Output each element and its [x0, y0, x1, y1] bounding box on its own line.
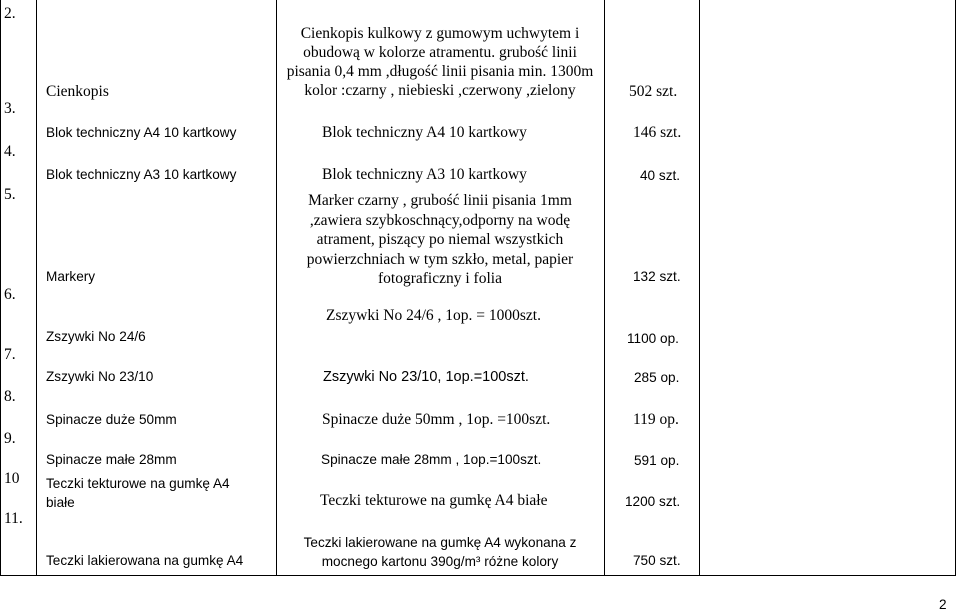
- item-description: Spinacze małe 28mm , 1op.=100szt.: [321, 452, 542, 467]
- page-number: 2: [939, 597, 947, 612]
- item-quantity: 591 op.: [634, 453, 680, 468]
- item-name: Zszywki No 23/10: [46, 369, 154, 384]
- item-quantity: 285 op.: [634, 370, 680, 385]
- item-name: Zszywki No 24/6: [46, 329, 146, 344]
- item-description: Zszywki No 24/6 , 1op. = 1000szt.: [326, 307, 541, 324]
- item-description: Zszywki No 23/10, 1op.=100szt.: [323, 369, 529, 385]
- row-number: 10: [4, 470, 20, 487]
- row-number: 8.: [4, 388, 16, 405]
- item-quantity: 1200 szt.: [625, 494, 681, 509]
- row-number: 9.: [4, 430, 16, 447]
- item-quantity: 119 op.: [633, 411, 679, 428]
- table-border-col3: [604, 0, 605, 575]
- row-number: 11.: [4, 510, 23, 527]
- item-name: Teczki tekturowe na gumkę A4 białe: [46, 476, 230, 510]
- item-description: Teczki tekturowe na gumkę A4 białe: [320, 492, 548, 509]
- item-description: Marker czarny , grubość linii pisania 1mm ,zawiera szybkoschnący,odporny na wodę atrament, piszący po niemal wszystkich powierzchniach w tym szkło, metal, papier fotograficzny i folia: [306, 192, 574, 287]
- row-number: 3.: [4, 100, 16, 117]
- item-description: Spinacze duże 50mm , 1op. =100szt.: [322, 411, 551, 428]
- item-name: Markery: [46, 269, 96, 284]
- row-number: 5.: [4, 186, 16, 203]
- item-description: Blok techniczny A3 10 kartkowy: [322, 166, 527, 183]
- item-description: Cienkopis kulkowy z gumowym uchwytem i obudową w kolorze atramentu. grubość linii pisania 0,4 mm ,długość linii pisania min. 1300m kolor :czarny , niebieski ,czerwony ,zielony: [286, 25, 594, 99]
- item-name: Cienkopis: [46, 83, 109, 100]
- table-border-col4: [699, 0, 700, 575]
- table-border-right: [955, 0, 956, 575]
- table-border-left: [0, 0, 1, 575]
- item-quantity: 1100 op.: [627, 331, 679, 346]
- item-quantity: 146 szt.: [633, 124, 682, 141]
- item-quantity: 40 szt.: [640, 168, 681, 183]
- item-name: Blok techniczny A4 10 kartkowy: [46, 125, 237, 140]
- table-border-col1: [36, 0, 37, 575]
- item-quantity: 502 szt.: [629, 83, 678, 100]
- table-border-bottom: [0, 575, 956, 576]
- row-number: 2.: [4, 5, 16, 22]
- row-number: 4.: [4, 143, 16, 160]
- item-quantity: 132 szt.: [633, 269, 681, 284]
- item-quantity: 750 szt.: [633, 553, 681, 568]
- item-name: Spinacze duże 50mm: [46, 412, 177, 427]
- row-number: 7.: [4, 346, 16, 363]
- item-name: Spinacze małe 28mm: [46, 452, 177, 467]
- item-name: Blok techniczny A3 10 kartkowy: [46, 167, 237, 182]
- item-description: Teczki lakierowane na gumkę A4 wykonana z mocnego kartonu 390g/m³ różne kolory: [303, 535, 577, 569]
- item-name: Teczki lakierowana na gumkę A4: [46, 553, 244, 568]
- item-description: Blok techniczny A4 10 kartkowy: [322, 124, 527, 141]
- row-number: 6.: [4, 286, 16, 303]
